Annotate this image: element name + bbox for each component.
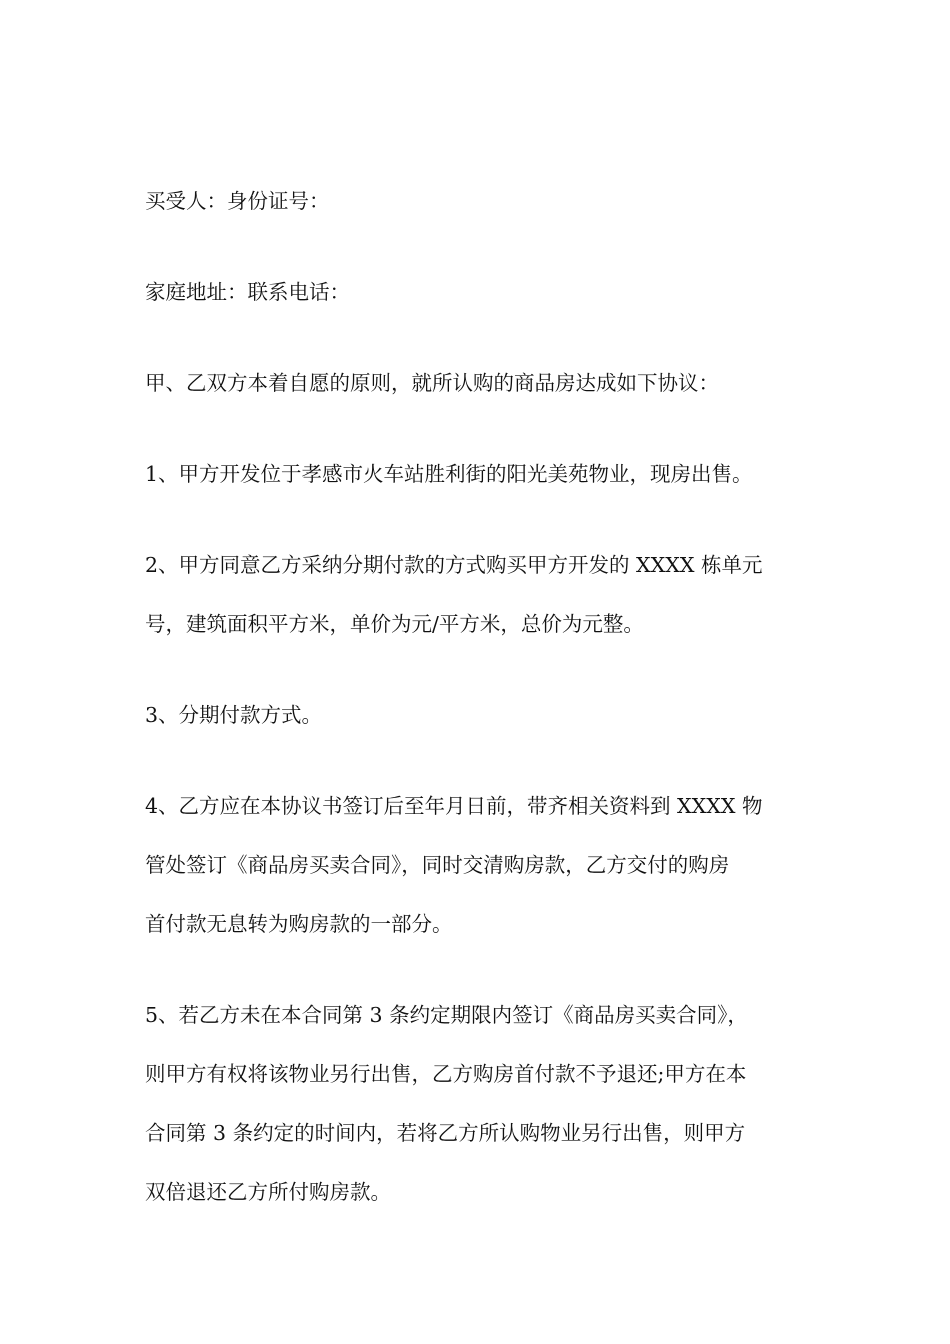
document-body: [145, 186, 813, 1207]
text-line: 5、若乙方未在本合同第 3 条约定期限内签订《商品房买卖合同》，: [145, 1003, 748, 1027]
text-line: 家庭地址：联系电话：: [145, 280, 350, 304]
line-spacing: [145, 1030, 813, 1059]
text-line: 1、甲方开发位于孝感市火车站胜利街的阳光美苑物业，现房出售。: [145, 462, 753, 486]
text-line: 首付款无息转为购房款的一部分。: [145, 912, 453, 936]
paragraph-gap: [145, 639, 813, 700]
address-phone-line: [145, 277, 813, 307]
paragraph-gap: [145, 489, 813, 550]
paragraph-gap: [145, 398, 813, 459]
text-line: 合同第 3 条约定的时间内，若将乙方所认购物业另行出售，则甲方: [145, 1121, 746, 1145]
line-spacing: [145, 580, 813, 609]
text-line: 4、乙方应在本协议书签订后至年月日前，带齐相关资料到 XXXX 物: [145, 794, 763, 818]
text-line: 则甲方有权将该物业另行出售，乙方购房首付款不予退还;甲方在本: [145, 1062, 747, 1086]
paragraph-gap: [145, 216, 813, 277]
clause-1: [145, 459, 813, 489]
paragraph-gap: [145, 730, 813, 791]
text-line: 甲、乙双方本着自愿的原则，就所认购的商品房达成如下协议：: [145, 371, 719, 395]
line-spacing: [145, 880, 813, 909]
clause-3: [145, 700, 813, 730]
paragraph-gap: [145, 307, 813, 368]
clause-5: [145, 1000, 813, 1207]
text-line: 买受人：身份证号：: [145, 189, 330, 213]
clause-2: [145, 550, 813, 639]
text-line: 2、甲方同意乙方采纳分期付款的方式购买甲方开发的 XXXX 栋单元: [145, 553, 763, 577]
text-line: 管处签订《商品房买卖合同》，同时交清购房款，乙方交付的购房: [145, 853, 730, 877]
agreement-intro: [145, 368, 813, 398]
paragraph-gap: [145, 939, 813, 1000]
text-line: 双倍退还乙方所付购房款。: [145, 1180, 391, 1204]
text-line: 号，建筑面积平方米，单价为元/平方米，总价为元整。: [145, 612, 644, 636]
clause-4: [145, 791, 813, 939]
buyer-id-line: [145, 186, 813, 216]
line-spacing: [145, 1148, 813, 1177]
text-line: 3、分期付款方式。: [145, 703, 323, 727]
line-spacing: [145, 1089, 813, 1118]
line-spacing: [145, 821, 813, 850]
